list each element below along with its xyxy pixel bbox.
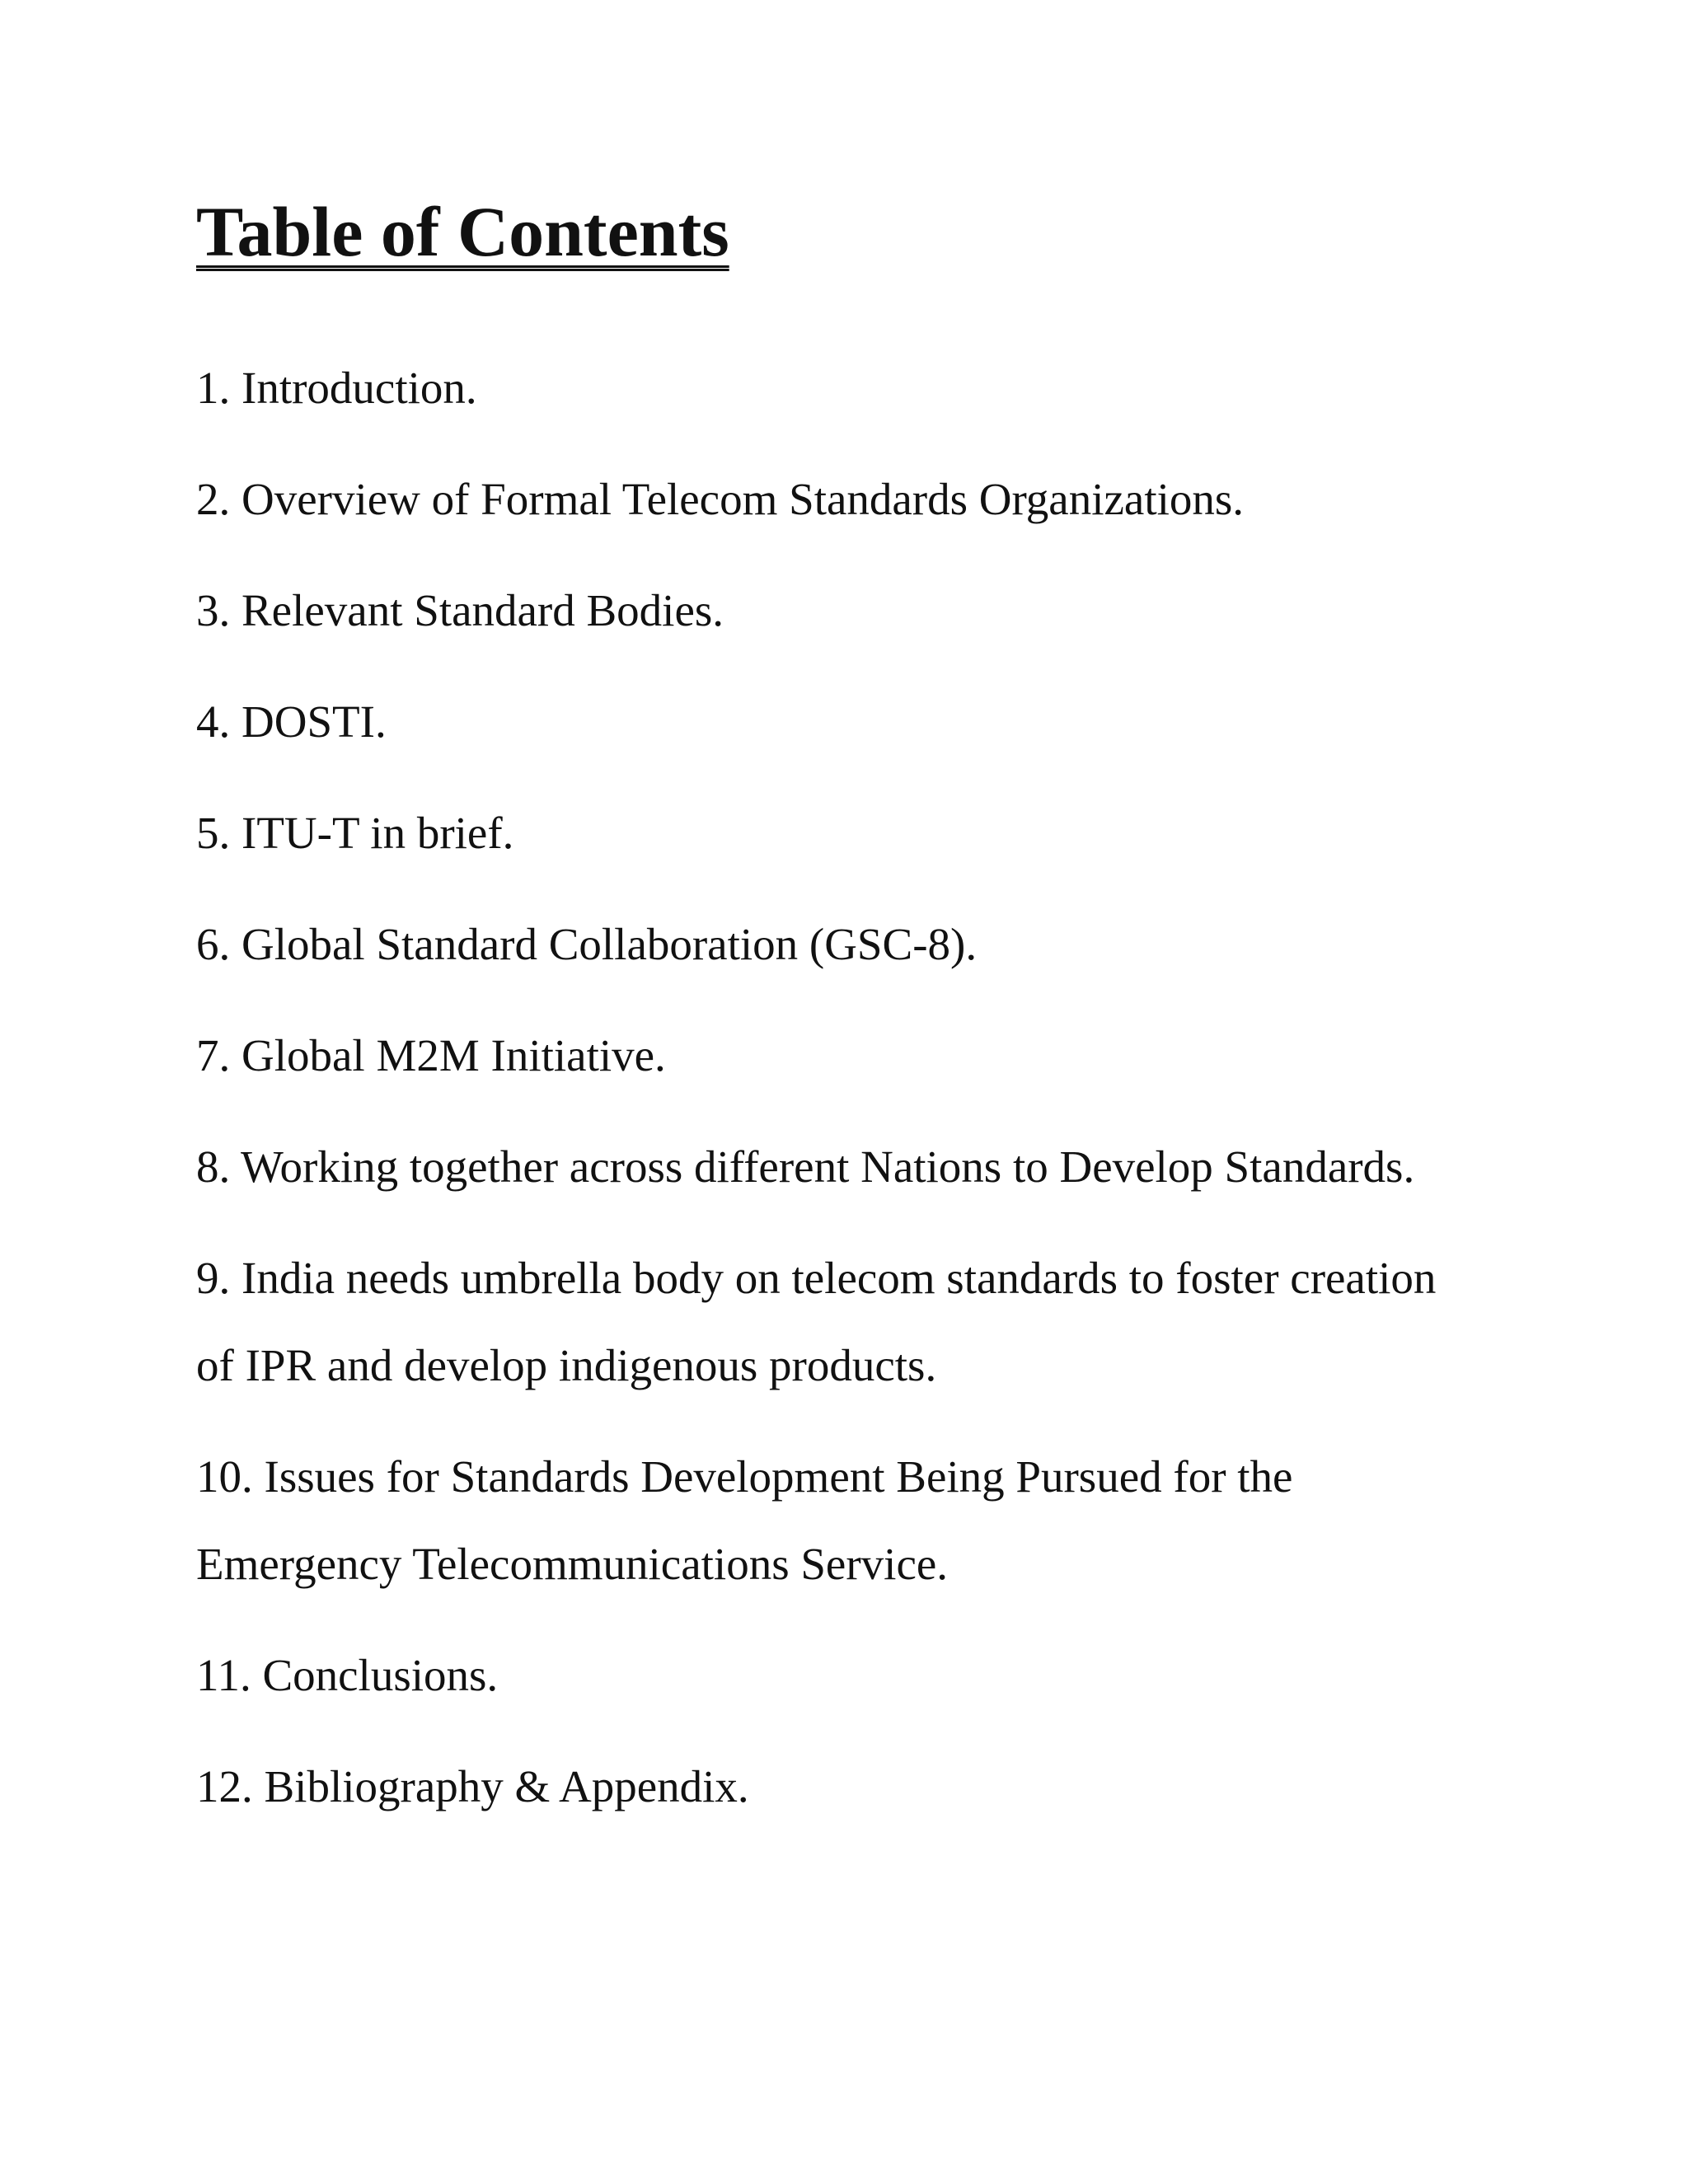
toc-item-bibliography: 12. Bibliography & Appendix. bbox=[196, 1761, 749, 1811]
toc-item-emergency-telecom: 10. Issues for Standards Development Being Pursued for the Emergency Telecommunications Service. bbox=[196, 1451, 1293, 1589]
toc-item-gsc-8: 6. Global Standard Collaboration (GSC-8). bbox=[196, 919, 978, 969]
toc-item-introduction: 1. Introduction. bbox=[196, 363, 477, 413]
toc-item-itu-t: 5. ITU-T in brief. bbox=[196, 808, 514, 858]
toc-item-india-umbrella-body: 9. India needs umbrella body on telecom standards to foster creation of IPR and develop indigenous products. bbox=[196, 1253, 1437, 1390]
toc-item-dosti: 4. DOSTI. bbox=[196, 696, 387, 747]
toc-item-conclusions: 11. Conclusions. bbox=[196, 1650, 499, 1700]
toc-item-m2m-initiative: 7. Global M2M Initiative. bbox=[196, 1030, 666, 1080]
table-of-contents-list bbox=[196, 344, 1482, 1854]
toc-item-working-together: 8. Working together across different Nations to Develop Standards. bbox=[196, 1141, 1415, 1192]
toc-item-relevant-standard-bodies: 3. Relevant Standard Bodies. bbox=[196, 585, 724, 635]
toc-item-overview: 2. Overview of Formal Telecom Standards Organizations. bbox=[196, 474, 1245, 524]
page-title: Table of Contents bbox=[196, 192, 729, 271]
